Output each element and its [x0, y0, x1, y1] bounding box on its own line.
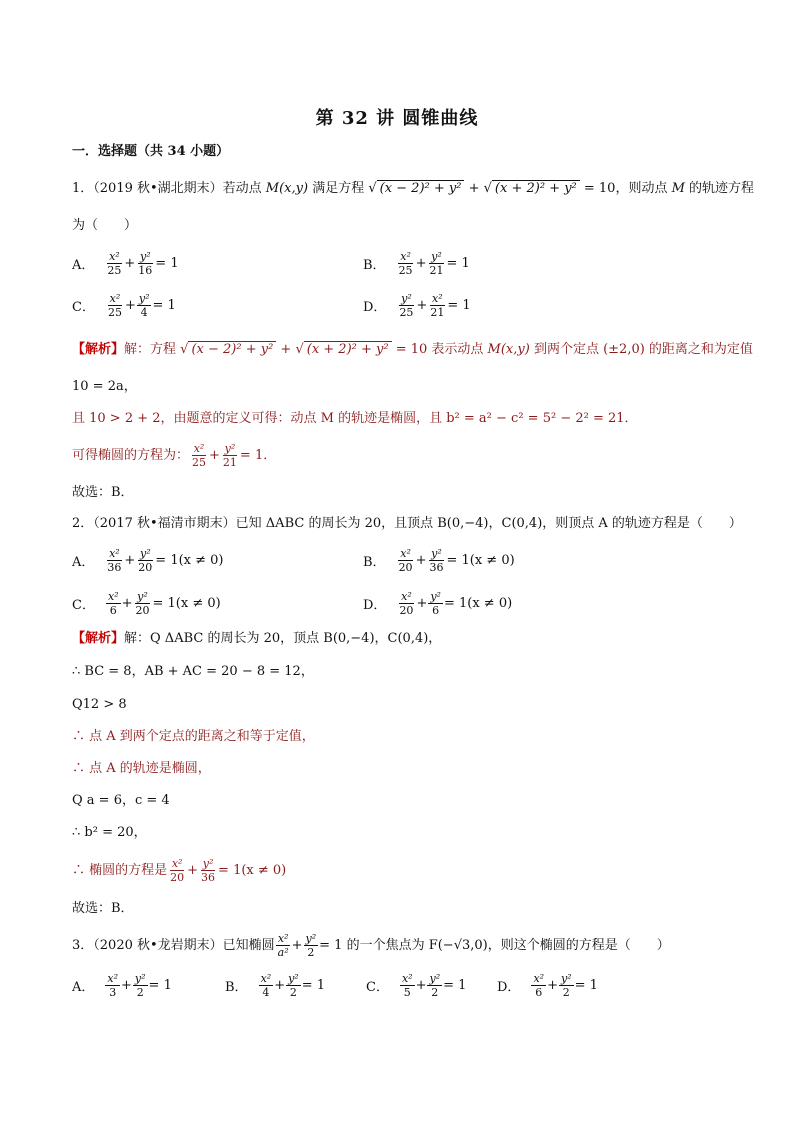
q1-sol-4a: 可得椭圆的方程为： [72, 447, 190, 463]
q2-option-a[interactable]: A． $\frac{\text{x²}}{36}$ + $\frac{\text{y²}}{20}$ = 1(x ≠ 0) [72, 547, 224, 574]
fraction-numerator: x² [533, 972, 545, 985]
q1-sol-b: = 10 表示动点 [391, 342, 488, 357]
q1-stem-text-a: 1．（2019 秋•湖北期末）若动点 [72, 181, 266, 196]
fraction-numerator: y² [224, 442, 236, 455]
fraction-denominator: 16 [138, 264, 153, 277]
q1-sol-point: M(x,y) [487, 342, 530, 357]
option-label: C． [72, 300, 95, 315]
q1-sol-4b: = 1． [239, 447, 277, 463]
fraction-numerator: y² [401, 292, 412, 305]
fraction-denominator: 20 [398, 561, 413, 574]
q1-option-b[interactable]: B． $\frac{\text{x²}}{25}$ + $\frac{\text{y²}}{21}$ = 1 [363, 250, 470, 277]
q2-solution-line7: ∴ b² = 20， [72, 825, 147, 840]
q2-solution-line8: ∴ 椭圆的方程是 $\frac{\text{x²}}{20}$ + $\frac{\text{y²}}{36}$ = 1(x ≠ 0) [72, 857, 287, 884]
q1-sol-a: 解：方程 [124, 342, 181, 357]
q1-option-a[interactable]: A． $\frac{\text{x²}}{25}$ + $\frac{\text{y²}}{16}$ = 1 [72, 250, 179, 277]
q1-sol-sqrt-2: (x + 2)² + y² [304, 341, 392, 357]
option-label: B． [363, 555, 386, 570]
option-label: A． [72, 980, 95, 995]
q2-solution-line4: ∴ 点 A 到两个定点的距离之和等于定值， [72, 729, 315, 744]
option-tail: = 1 [574, 978, 598, 993]
q1-stem-line2: 为（ ） [72, 218, 138, 233]
fraction-numerator: x² [193, 442, 205, 455]
q3-option-b[interactable]: B． $\frac{\text{x²}}{4}$ + $\frac{\text{y²}}{2}$ = 1 [225, 972, 326, 999]
q2-solution-line3: Q12 > 8 [72, 697, 127, 712]
option-label: D． [497, 980, 521, 995]
solution-tag: 【解析】 [72, 631, 125, 646]
fraction-numerator: x² [400, 250, 411, 263]
q1-solution-line3: 且 10 > 2 + 2，由题意的定义可得：动点 M 的轨迹是椭圆，且 b² = a² − c² = 5² − 2² = 21． [72, 411, 638, 426]
fraction-denominator: 3 [109, 986, 117, 999]
option-label: C． [72, 598, 95, 613]
fraction-denominator: 21 [429, 264, 444, 277]
q1-option-d[interactable]: D． $\frac{\text{y²}}{25}$ + $\frac{\text{x²}}{21}$ = 1 [363, 292, 471, 319]
fraction-numerator: x² [107, 590, 119, 603]
section-heading: 一．选择题（共 34 小题） [72, 144, 230, 159]
q1-answer: 故选：B． [72, 485, 134, 500]
fraction-numerator: y² [430, 590, 441, 603]
q1-sqrt-1: (x − 2)² + y² [377, 180, 465, 196]
fraction-denominator: 6 [535, 986, 543, 999]
fraction-denominator: 4 [262, 986, 270, 999]
q1-solution-line1: 【解析】解：方程 √ (x − 2)² + y² + √ (x + 2)² + y² = 10 表示动点 M(x,y) 到两个定点 (±2,0) 的距离之和为定值 [72, 342, 753, 357]
fraction-denominator: 6 [109, 604, 117, 617]
fraction-denominator: 25 [398, 264, 413, 277]
fraction-numerator: y² [429, 972, 441, 985]
q1-point: M(x,y) [265, 181, 309, 196]
fraction-denominator: 20 [138, 561, 153, 574]
option-tail: = 1 [148, 978, 172, 993]
fraction-numerator: y² [139, 250, 151, 263]
q2-sol-8a: ∴ 椭圆的方程是 [72, 862, 168, 878]
q2-option-d[interactable]: D． $\frac{\text{x²}}{20}$ + $\frac{\text{y²}}{6}$ = 1(x ≠ 0) [363, 590, 513, 617]
fraction-numerator: y² [288, 972, 299, 985]
fraction-numerator: x² [109, 547, 120, 560]
q1-stem-text-d: 的轨迹方程 [684, 181, 755, 196]
option-tail: = 1 [301, 978, 326, 993]
q1-option-c[interactable]: C． $\frac{\text{x²}}{25}$ + $\frac{\text{y²}}{4}$ = 1 [72, 292, 176, 319]
q1-M: M [671, 181, 685, 196]
fraction-numerator: x² [109, 292, 121, 305]
option-tail: = 1 [446, 256, 470, 271]
fraction-numerator: y² [134, 972, 146, 985]
option-tail: = 1 [152, 298, 176, 313]
fraction-denominator: 36 [107, 561, 122, 574]
fraction-denominator: 20 [135, 604, 150, 617]
fraction-denominator: 25 [107, 264, 122, 277]
fraction-denominator: 6 [432, 604, 440, 617]
q2-solution-line5: ∴ 点 A 的轨迹是椭圆， [72, 761, 211, 776]
fraction-denominator: 21 [430, 306, 445, 319]
q2-answer: 故选：B． [72, 901, 134, 916]
option-label: A． [72, 555, 95, 570]
fraction-numerator: y² [305, 932, 317, 945]
option-tail: = 1(x ≠ 0) [443, 596, 513, 611]
option-label: C． [366, 980, 389, 995]
fraction-denominator: 5 [403, 986, 411, 999]
fraction-denominator: 25 [192, 456, 207, 469]
q3-stem: 3．（2020 秋•龙岩期末）已知椭圆 $\frac{\text{x²}}{\text{a²}}$ + $\frac{\text{y²}}{2}$ = 1 的一个焦点为 F(−√3,0)，则这个椭圆的方程是（ ） [72, 932, 670, 959]
fraction-numerator: x² [171, 857, 183, 870]
fraction-numerator: x² [107, 972, 119, 985]
fraction-denominator: 2 [431, 986, 439, 999]
q1-solution-line2: 10 = 2a， [72, 379, 137, 394]
page-title: 第 32 讲 圆锥曲线 [315, 108, 479, 129]
q1-sol-plus: + [276, 342, 296, 357]
q3-option-c[interactable]: C． $\frac{\text{x²}}{5}$ + $\frac{\text{y²}}{2}$ = 1 [366, 972, 467, 999]
q1-sqrt-2: (x + 2)² + y² [492, 180, 580, 196]
option-tail: = 1(x ≠ 0) [152, 596, 221, 611]
q2-option-c[interactable]: C． $\frac{\text{x²}}{6}$ + $\frac{\text{y²}}{20}$ = 1(x ≠ 0) [72, 590, 221, 617]
q1-sol-c: 到两个定点 (±2,0) 的距离之和为定值 [529, 342, 753, 357]
fraction-denominator: 4 [140, 306, 148, 319]
fraction-denominator: 36 [429, 561, 444, 574]
fraction-denominator: 2 [289, 986, 297, 999]
fraction-numerator: y² [431, 250, 442, 263]
q1-stem: 1．（2019 秋•湖北期末）若动点 M(x,y) 满足方程 √ (x − 2)² + y² + √ (x + 2)² + y² = 10，则动点 M 的轨迹方程 [72, 181, 755, 196]
q2-sol-l1: 解：Q ΔABC 的周长为 20，顶点 B(0,−4)，C(0,4)， [124, 631, 442, 646]
fraction-denominator: 21 [222, 456, 237, 469]
fraction-denominator: 25 [399, 306, 414, 319]
fraction-numerator: x² [400, 547, 411, 560]
q3-stem-a: 3．（2020 秋•龙岩期末）已知椭圆 [72, 937, 275, 953]
fraction-numerator: x² [277, 932, 289, 945]
fraction-denominator: 20 [170, 871, 185, 884]
fraction-numerator: y² [560, 972, 572, 985]
fraction-numerator: x² [432, 292, 443, 305]
q3-stem-b: = 1 的一个焦点为 F(−√3,0)，则这个椭圆的方程是（ ） [319, 937, 670, 953]
q2-option-b[interactable]: B． $\frac{\text{x²}}{20}$ + $\frac{\text{y²}}{36}$ = 1(x ≠ 0) [363, 547, 515, 574]
option-tail: = 1 [447, 298, 471, 313]
q1-stem-text-c: ，则动点 [615, 181, 672, 196]
q3-option-d[interactable]: D． $\frac{\text{x²}}{6}$ + $\frac{\text{y²}}{2}$ = 1 [497, 972, 598, 999]
q2-solution-line2: ∴ BC = 8，AB + AC = 20 − 8 = 12， [72, 664, 314, 679]
fraction-numerator: y² [202, 857, 214, 870]
q2-sol-8b: = 1(x ≠ 0) [218, 862, 287, 878]
option-tail: = 1 [443, 978, 467, 993]
q3-option-a[interactable]: A． $\frac{\text{x²}}{3}$ + $\frac{\text{y²}}{2}$ = 1 [72, 972, 172, 999]
option-tail: = 1(x ≠ 0) [155, 553, 224, 568]
option-label: A． [72, 258, 95, 273]
q1-solution-line4: 可得椭圆的方程为： $\frac{\text{x²}}{25}$ + $\frac{\text{y²}}{21}$ = 1． [72, 442, 277, 469]
option-tail: = 1 [155, 256, 179, 271]
fraction-numerator: x² [401, 972, 413, 985]
q2-solution-line6: Q a = 6，c = 4 [72, 793, 170, 808]
q1-stem-text-b: 满足方程 [308, 181, 369, 196]
option-label: D． [363, 300, 387, 315]
fraction-numerator: x² [260, 972, 272, 985]
option-label: D． [363, 598, 387, 613]
fraction-numerator: y² [431, 547, 442, 560]
fraction-denominator: 25 [107, 306, 122, 319]
fraction-denominator: 2 [136, 986, 144, 999]
fraction-denominator: 20 [399, 604, 414, 617]
fraction-numerator: x² [401, 590, 412, 603]
q1-eq: = 10 [579, 181, 616, 196]
q2-stem: 2．（2017 秋•福清市期末）已知 ΔABC 的周长为 20，且顶点 B(0,−4)，C(0,4)，则顶点 A 的轨迹方程是（ ） [72, 516, 742, 531]
q1-plus: + [464, 181, 484, 196]
fraction-numerator: y² [137, 590, 148, 603]
fraction-denominator: a² [277, 946, 289, 959]
fraction-numerator: x² [109, 250, 120, 263]
option-label: B． [225, 980, 248, 995]
option-tail: = 1(x ≠ 0) [446, 553, 515, 568]
fraction-denominator: 2 [307, 946, 315, 959]
fraction-denominator: 2 [562, 986, 570, 999]
option-label: B． [363, 258, 386, 273]
q2-solution-line1 [72, 630, 441, 648]
q1-sol-sqrt-1: (x − 2)² + y² [188, 341, 276, 357]
fraction-numerator: y² [138, 292, 150, 305]
solution-tag: 【解析】 [72, 342, 125, 357]
fraction-numerator: y² [139, 547, 151, 560]
fraction-denominator: 36 [201, 871, 216, 884]
